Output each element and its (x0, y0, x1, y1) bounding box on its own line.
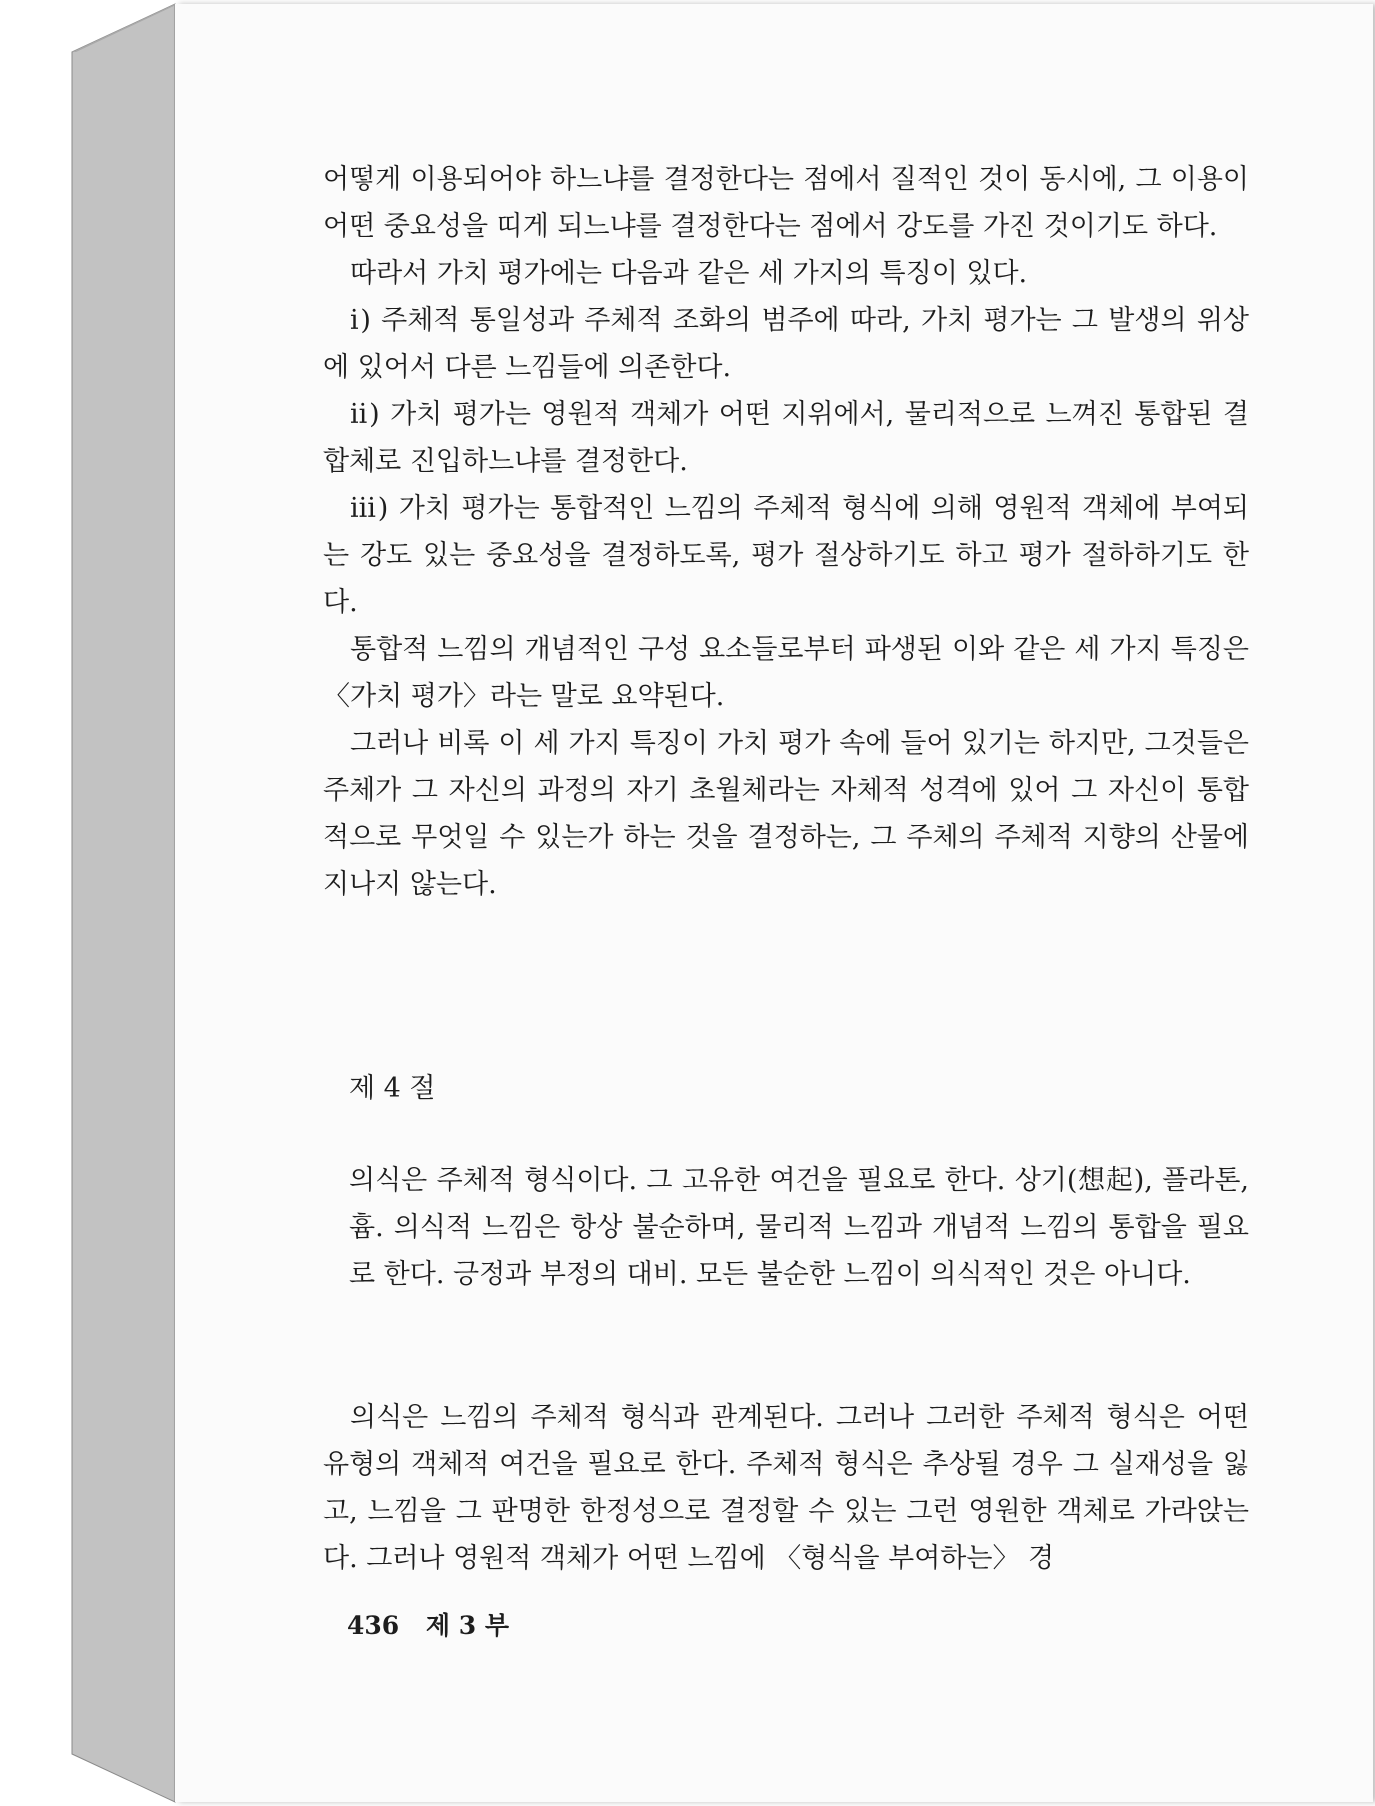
paragraph-6: 통합적 느낌의 개념적인 구성 요소들로부터 파생된 이와 같은 세 가지 특징은 〈가치 평가〉라는 말로 요약된다. (323, 634, 1249, 712)
paragraph-1: 어떻게 이용되어야 하느냐를 결정한다는 점에서 질적인 것이 동시에, 그 이용이 어떤 중요성을 띠게 되느냐를 결정한다는 점에서 강도를 가진 것이기도 하다. (323, 164, 1249, 242)
section-body: 의식은 느낌의 주체적 형식과 관계된다. 그러나 그러한 주체적 형식은 어떤 유형의 객체적 여건을 필요로 한다. 주체적 형식은 추상될 경우 그 실재성을 잃고, 느낌을 그 판명한 한정성으로 결정할 수 있는 그런 영원한 객체로 가라앉는다. 그러나 영원적 객체가 어떤 느낌에 〈형식을 부여하는〉 경 (323, 1402, 1249, 1574)
paragraph-5: ⅲ) 가치 평가는 통합적인 느낌의 주체적 형식에 의해 영원적 객체에 부여되는 강도 있는 중요성을 결정하도록, 평가 절상하기도 하고 평가 절하하기도 한다. (323, 493, 1249, 618)
page-number: 436 (347, 1611, 400, 1640)
main-text (323, 156, 1249, 908)
section-summary: 의식은 주체적 형식이다. 그 고유한 여건을 필요로 한다. 상기(想起), 플라톤, 흄. 의식적 느낌은 항상 불순하며, 물리적 느낌과 개념적 느낌의 통합을 필요로 한다. 긍정과 부정의 대비. 모든 불순한 느낌이 의식적인 것은 아니다. (349, 1165, 1249, 1290)
section-heading: 제 4 절 (349, 1073, 436, 1104)
paragraph-7: 그러나 비록 이 세 가지 특징이 가치 평가 속에 들어 있기는 하지만, 그것들은 주체가 그 자신의 과정의 자기 초월체라는 자체적 성격에 있어 그 자신이 통합적으로 무엇일 수 있는가 하는 것을 결정하는, 그 주체의 주체적 지향의 산물에 지나지 않는다. (323, 728, 1249, 900)
book-page (175, 4, 1373, 1802)
paragraph-3: ⅰ) 주체적 통일성과 주체적 조화의 범주에 따라, 가치 평가는 그 발생의 위상에 있어서 다른 느낌들에 의존한다. (323, 305, 1249, 383)
paragraph-2: 따라서 가치 평가에는 다음과 같은 세 가지의 특징이 있다. (350, 258, 1028, 289)
paragraph-4: ⅱ) 가치 평가는 영원적 객체가 어떤 지위에서, 물리적으로 느껴진 통합된 결합체로 진입하느냐를 결정한다. (323, 399, 1249, 477)
page-footer (347, 1606, 527, 1642)
part-label: 제 3 부 (425, 1611, 510, 1640)
